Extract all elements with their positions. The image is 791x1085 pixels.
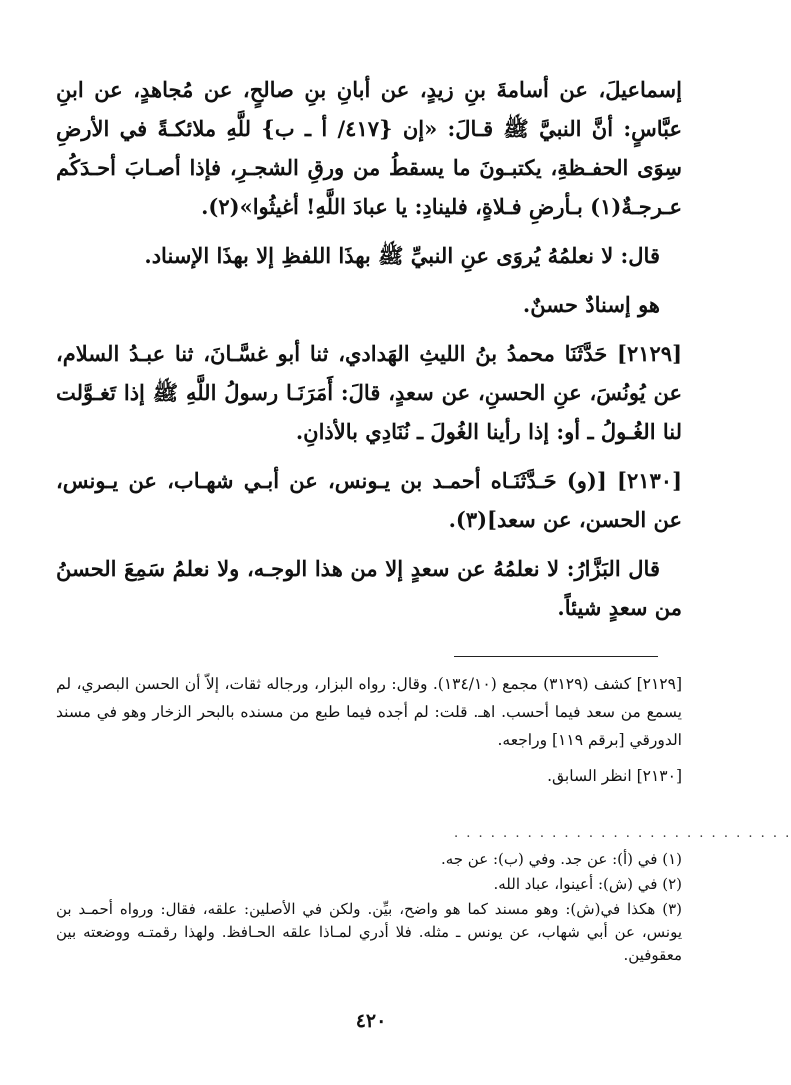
dotted-divider: . . . . . . . . . . . . . . . . . . . . . . . . . . . . [454, 826, 791, 841]
paragraph-grading: هو إسنادٌ حسنٌ. [522, 292, 660, 317]
paragraph-hadith-text: إسماعيلَ، عن أسامةَ بنِ زيدٍ، عن أبانِ بنِ صالحٍ، عن مُجاهدٍ، عن ابنِ عبَّاسٍ: أنَّ النبيَّ ﷺ قـالَ: «إن {٤١٧/ أ ـ ب} للَّهِ ملائكـةً في الأرضِ سِوَى الحفـظةِ، يكتبـونَ ما يسقطُ من ورقِ الشجـرِ، فإذا أصـابَ أحـدَكُم عـرجـةٌ(١) بـأرضِ فـلاةٍ، فلينادِ: يا عبادَ اللَّهِ! أغيثُوا»(٢). [56, 77, 682, 219]
note-2129: [٢١٢٩] كشف (٣١٢٩) مجمع (١٣٤/١٠). وقال: رواه البزار، ورجاله ثقات، إلاّ أن الحسن البصري، لم يسمع من سعد فيما أحسب. اهـ. قلت: لم أجده فيما طبع من مسنده بالبحر الزخار وهو في مسند الدورقي [برقم ١١٩] وراجعه. [56, 675, 683, 749]
variant-note-1: (١) في (أ): عن جد. وفي (ب): عن جه. [440, 850, 682, 868]
paragraph-bazzar-comment: قال البَزَّارُ: لا نعلمُهُ عن سعدٍ إلا من هذا الوجـه، ولا نعلمُ سَمِعَ الحسنُ من سعدٍ شيئاً. [56, 556, 682, 620]
variant-note-2: (٢) في (ش): أعينوا، عباد الله. [493, 875, 682, 893]
page-number: ٤٢٠ [355, 1010, 387, 1032]
main-text [56, 70, 682, 637]
paragraph-hadith-2130: [٢١٣٠] [(و) حَـدَّثَنَـاه أحمـد بن يـونس، عن أبـي شهـاب، عن يـونس، عن الحسن، عن سعد](٣). [56, 468, 682, 532]
variant-notes [56, 848, 682, 969]
takhrij-notes [56, 670, 682, 798]
note-2130: [٢١٣٠] انظر السابق. [547, 767, 682, 785]
variant-note-3: (٣) هكذا في(ش): وهو مسند كما هو واضح، بيِّن. ولكن في الأصلين: علقه، فقال: ورواه أحمـد بن يونس، عن أبي شهاب، عن يونس ـ مثله. فلا أدري لمـاذا علقه الحـافظ. ولهذا رقمتـه ووضعته بين معقوفين. [56, 900, 682, 964]
paragraph-hadith-2129: [٢١٢٩] حَدَّثَنَا محمدُ بنُ الليثِ الهَدادي، ثنا أبو غسَّـانَ، ثنا عبـدُ السلام، عن يُونُسَ، عنِ الحسنِ، عن سعدٍ، قالَ: أَمَرَنَـا رسولُ اللَّهِ ﷺ إذا تَغـوَّلت لنا الغُـولُ ـ أو: إذا رأينا الغُولَ ـ نُنَادِي بالأذانِ. [56, 341, 682, 444]
footnote-divider [454, 656, 658, 657]
paragraph-commentary: قال: لا نعلمُهُ يُروَى عنِ النبيِّ ﷺ بهذَا اللفظِ إلا بهذَا الإسناد. [144, 243, 660, 268]
